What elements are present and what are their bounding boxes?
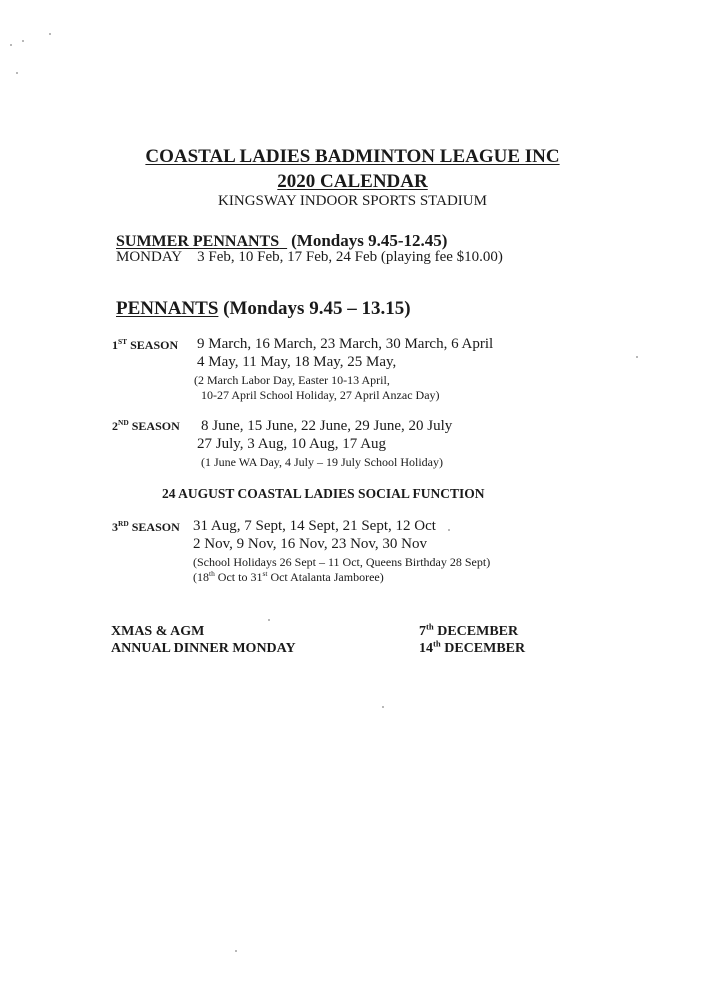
season-3-dates-line-1: 31 Aug, 7 Sept, 14 Sept, 21 Sept, 12 Oct [193,518,436,534]
summer-dates: 3 Feb, 10 Feb, 17 Feb, 24 Feb (playing fee $10.00) [197,249,503,265]
calendar-subtitle: 2020 CALENDAR [277,171,428,192]
season-3-note-2: (18th Oct to 31st Oct Atalanta Jamboree) [193,569,384,584]
summer-pennants-dates-line [116,249,503,266]
pennants-heading: PENNANTS [116,298,219,319]
summer-pennants-heading: SUMMER PENNANTS [116,233,280,250]
scan-speck [16,72,18,74]
event-xmas-agm-name: XMAS & AGM [111,624,205,639]
scan-speck [235,950,237,952]
season-3-label: 3RD SEASON [112,519,180,534]
event-xmas-agm-date: 7th DECEMBER [419,621,519,639]
season-2-note-1: (1 June WA Day, 4 July – 19 July School Holiday) [201,455,443,469]
scan-speck [448,529,450,531]
league-title: COASTAL LADIES BADMINTON LEAGUE INC [145,146,560,167]
season-2-dates-line-1: 8 June, 15 June, 22 June, 29 June, 20 July [201,418,453,434]
season-1-note-1: (2 March Labor Day, Easter 10-13 April, [194,373,390,387]
venue-name: KINGSWAY INDOOR SPORTS STADIUM [218,193,487,209]
scan-speck [636,356,638,358]
season-1-dates-line-1: 9 March, 16 March, 23 March, 30 March, 6 April [197,336,494,352]
pennants-heading-line [116,298,411,320]
season-2-label: 2ND SEASON [112,418,180,433]
season-2-dates-line-2: 27 July, 3 Aug, 10 Aug, 17 Aug [197,436,387,452]
season-3-note-1: (School Holidays 26 Sept – 11 Oct, Queens Birthday 28 Sept) [193,555,491,569]
scan-speck [382,706,384,708]
season-1-label: 1ST SEASON [112,337,179,352]
scan-speck [49,33,51,35]
event-annual-dinner-name: ANNUAL DINNER MONDAY [111,641,296,656]
scan-speck [22,40,24,42]
social-function: 24 AUGUST COASTAL LADIES SOCIAL FUNCTION [162,486,485,501]
season-1-dates-line-2: 4 May, 11 May, 18 May, 25 May, [197,354,397,370]
summer-day: MONDAY [116,249,183,265]
summer-pennants-times: (Mondays 9.45-12.45) [291,231,448,250]
event-annual-dinner-date: 14th DECEMBER [419,638,526,656]
season-1-note-2: 10-27 April School Holiday, 27 April Anzac Day) [201,388,440,402]
scan-speck [268,619,270,621]
pennants-times: (Mondays 9.45 – 13.15) [223,298,411,319]
summer-pennants-heading-line [116,231,447,251]
season-3-dates-line-2: 2 Nov, 9 Nov, 16 Nov, 23 Nov, 30 Nov [193,536,428,552]
scan-speck [10,44,12,46]
